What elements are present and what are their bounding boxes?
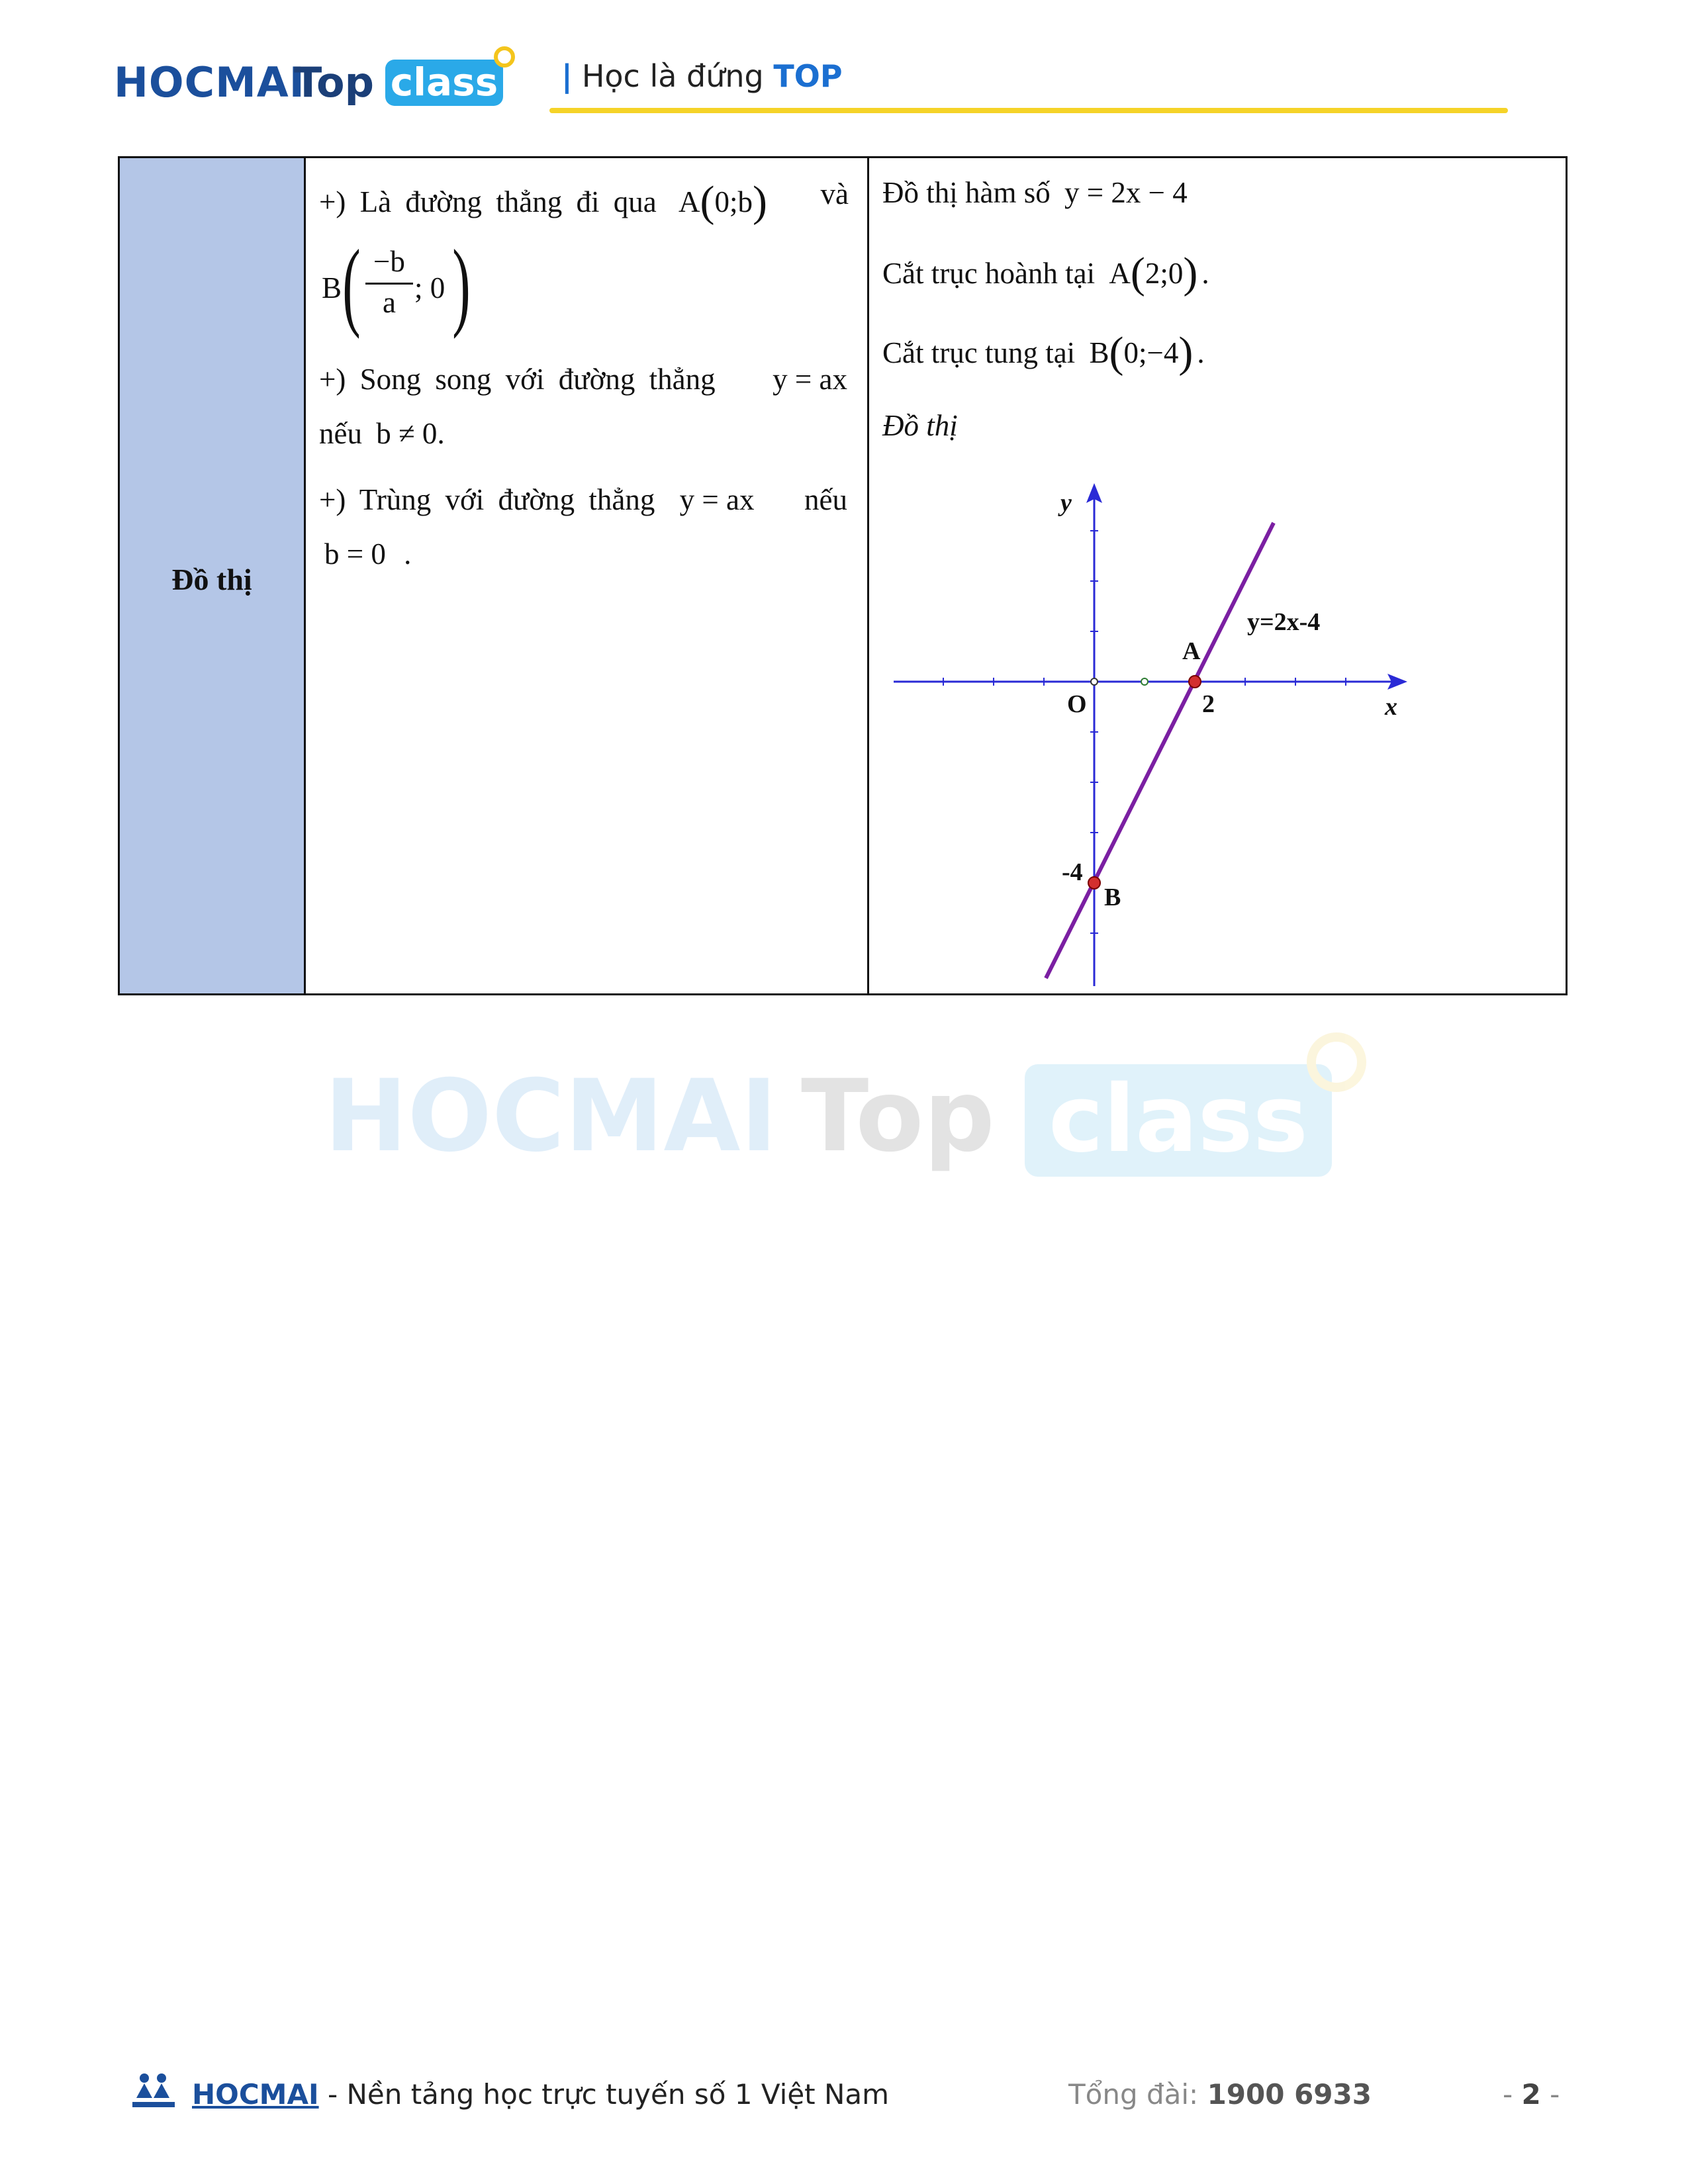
watermark-sun-icon <box>1307 1032 1366 1092</box>
example-point-a-coords: 2;0 <box>1145 257 1184 290</box>
tick-label-two: 2 <box>1202 690 1215 718</box>
row-label-cell <box>120 158 306 993</box>
function-line <box>1046 523 1274 978</box>
brand-top: Top <box>294 58 375 107</box>
description-cell <box>306 158 869 993</box>
brand-class-badge: class <box>385 60 503 106</box>
paren-close: ) <box>1178 328 1194 377</box>
desc-line-5-end: nếu <box>804 483 847 516</box>
row-label: Đồ thị <box>171 563 252 596</box>
desc-line-4-end: . <box>437 417 445 450</box>
tick-label-minus4: -4 <box>1062 858 1083 886</box>
watermark-hocmai: HOCMAI <box>324 1059 778 1174</box>
point-b-label: B <box>322 271 342 304</box>
tagline-text: Học là đứng <box>581 58 764 94</box>
hotline-number: 1900 6933 <box>1207 2078 1372 2111</box>
brand-hocmai: HOCMAI <box>114 58 305 107</box>
point-a <box>1189 676 1201 688</box>
example-point-b-coords: 0;−4 <box>1123 336 1179 369</box>
fraction-bar <box>365 283 413 285</box>
desc-line-1-end: và <box>820 177 849 210</box>
tagline-bar: | <box>561 58 573 94</box>
big-paren-close: ) <box>452 230 471 340</box>
page-number <box>1503 2078 1560 2111</box>
axis-label-x: x <box>1385 693 1397 721</box>
desc-line-6 <box>324 537 411 571</box>
footer-logo-icon <box>130 2071 177 2111</box>
fraction-numerator: −b <box>373 245 405 278</box>
hotline-label: Tổng đài: <box>1068 2078 1207 2111</box>
desc-line-4-cond: b ≠ 0 <box>376 417 438 450</box>
example-line-1-text: Đồ thị hàm số <box>882 176 1051 209</box>
example-line-3-text: Cắt trục tung tại <box>882 336 1076 369</box>
sun-icon <box>494 46 515 68</box>
desc-line-3 <box>319 362 855 396</box>
desc-line-1 <box>319 177 855 227</box>
point-label-a: A <box>1182 637 1201 665</box>
desc-line-4 <box>319 416 445 451</box>
footer-brand <box>192 2078 889 2111</box>
point-a-label: A <box>678 185 700 218</box>
example-line-1 <box>882 175 1188 210</box>
graph-svg <box>887 483 1417 993</box>
page-prefix: - <box>1503 2078 1522 2111</box>
desc-line-5-text: +) Trùng với đường thẳng <box>319 483 655 516</box>
watermark <box>324 1032 1383 1191</box>
footer-brand-link[interactable]: HOCMAI <box>192 2078 319 2111</box>
origin-point <box>1091 678 1098 685</box>
example-point-b: B <box>1089 336 1109 369</box>
fraction-tail: ; 0 <box>414 271 445 304</box>
paren-open: ( <box>1109 328 1124 377</box>
example-line-3 <box>882 328 1205 378</box>
desc-line-5-eq: y = ax <box>679 483 755 516</box>
tagline <box>561 58 843 94</box>
big-paren-open: ( <box>342 230 361 340</box>
example-line-1-eq: y = 2x − 4 <box>1064 176 1188 209</box>
paren-open: ( <box>700 177 715 226</box>
footer-hotline <box>1068 2078 1372 2111</box>
example-point-a: A <box>1109 257 1131 290</box>
function-graph <box>887 483 1417 993</box>
footer-slogan: - Nền tảng học trực tuyến số 1 Việt Nam <box>318 2078 890 2111</box>
header-divider <box>549 108 1508 113</box>
paren-close: ) <box>1183 249 1198 297</box>
paren-close: ) <box>752 177 767 226</box>
equation-label: y=2x-4 <box>1247 608 1321 636</box>
desc-line-6-end: . <box>404 537 412 570</box>
desc-line-3-eq: y = ax <box>773 363 847 396</box>
desc-line-3-text: +) Song song với đường thẳng <box>319 363 716 396</box>
fraction <box>365 244 413 330</box>
paren-open: ( <box>1130 249 1145 297</box>
desc-line-6-cond: b = 0 <box>324 537 386 570</box>
origin-label: O <box>1067 690 1087 718</box>
tagline-top: TOP <box>773 58 843 94</box>
example-line-2 <box>882 248 1209 298</box>
desc-line-5 <box>319 482 855 517</box>
point-b <box>1088 877 1100 889</box>
example-line-3-end: . <box>1197 336 1205 369</box>
fraction-denominator: a <box>383 286 396 319</box>
axis-label-y: y <box>1060 489 1072 517</box>
example-line-2-end: . <box>1201 257 1209 290</box>
desc-line-4-prefix: nếu <box>319 417 362 450</box>
page-suffix: - <box>1540 2078 1560 2111</box>
unit-point <box>1141 678 1148 685</box>
desc-line-1-text: +) Là đường thẳng đi qua <box>319 185 657 218</box>
watermark-class: class <box>1025 1064 1332 1177</box>
point-a-coords: 0;b <box>714 185 753 218</box>
example-line-4: Đồ thị <box>882 409 958 442</box>
page-number-value: 2 <box>1521 2078 1541 2111</box>
example-line-2-text: Cắt trục hoành tại <box>882 257 1096 290</box>
point-label-b: B <box>1104 884 1121 911</box>
watermark-top: Top <box>801 1059 995 1174</box>
